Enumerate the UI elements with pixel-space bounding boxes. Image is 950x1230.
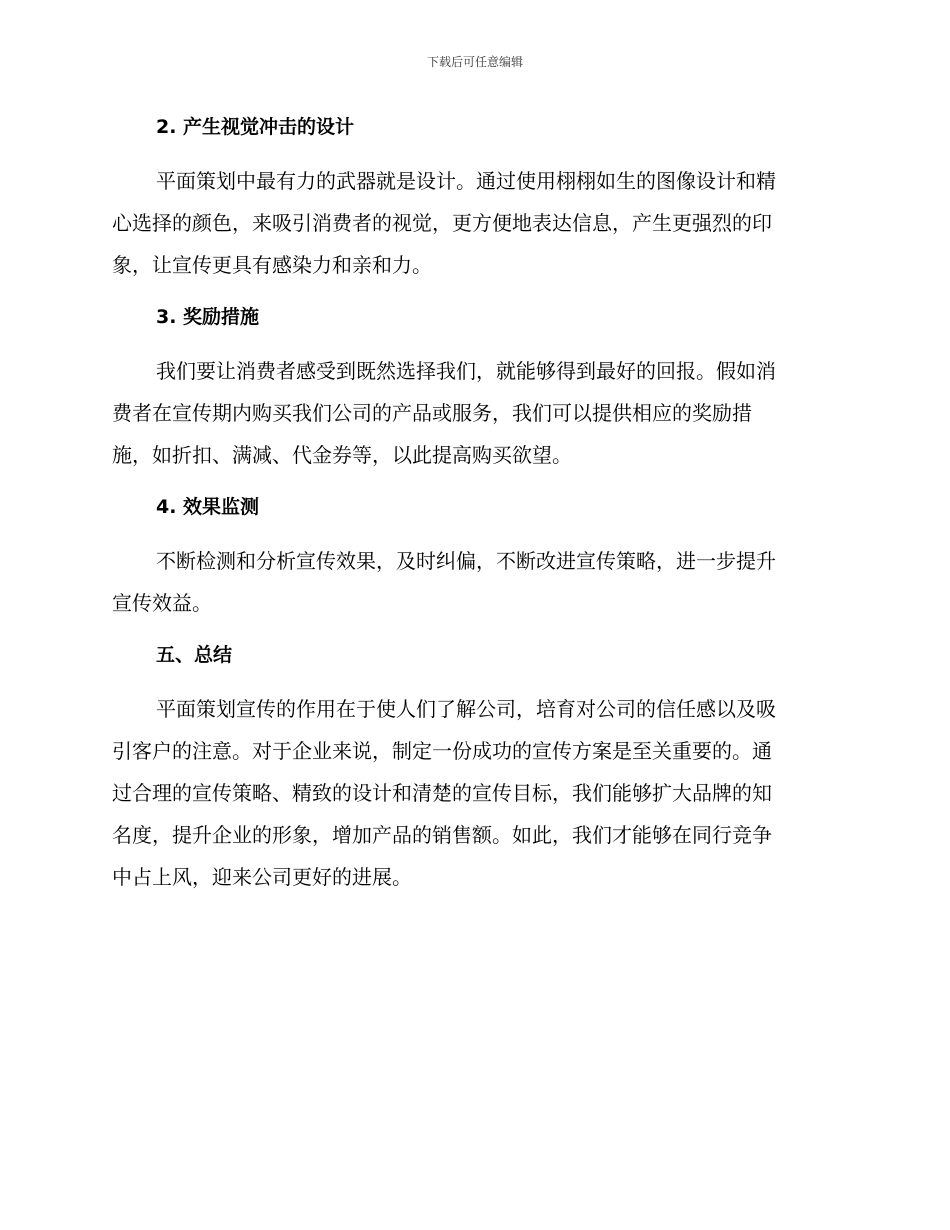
paragraph-line: 过合理的宣传策略、精致的设计和清楚的宣传目标，我们能够扩大品牌的知 [112, 781, 772, 805]
header-note: 下载后可任意编辑 [426, 55, 523, 69]
document-body [112, 108, 832, 898]
paragraph-rewards [112, 350, 832, 476]
paragraph-line: 心选择的颜色，来吸引消费者的视觉，更方便地表达信息，产生更强烈的印 [112, 211, 772, 235]
paragraph-line: 费者在宣传期内购买我们公司的产品或服务，我们可以提供相应的奖励措 [112, 401, 752, 425]
section-heading-monitoring: 4. 效果监测 [156, 496, 260, 518]
paragraph-line: 名度，提升企业的形象，增加产品的销售额。如此，我们才能够在同行竞争 [112, 823, 772, 847]
paragraph-line: 象，让宣传更具有感染力和亲和力。 [112, 253, 432, 277]
paragraph-line: 不断检测和分析宣传效果，及时纠偏，不断改进宣传策略，进一步提升 [156, 549, 776, 573]
paragraph-design [112, 160, 832, 286]
paragraph-line: 我们要让消费者感受到既然选择我们，就能够得到最好的回报。假如消 [156, 359, 776, 383]
section-heading-summary: 五、总结 [156, 644, 233, 666]
section-heading-design: 2. 产生视觉冲击的设计 [156, 116, 355, 138]
paragraph-line: 宣传效益。 [112, 591, 212, 615]
section-heading-rewards: 3. 奖励措施 [156, 306, 260, 328]
paragraph-monitoring [112, 540, 832, 624]
paragraph-summary [112, 688, 832, 898]
paragraph-line: 中占上风，迎来公司更好的进展。 [112, 865, 412, 889]
paragraph-line: 引客户的注意。对于企业来说，制定一份成功的宣传方案是至关重要的。通 [112, 739, 772, 763]
paragraph-line: 平面策划中最有力的武器就是设计。通过使用栩栩如生的图像设计和精 [156, 169, 776, 193]
paragraph-line: 平面策划宣传的作用在于使人们了解公司，培育对公司的信任感以及吸 [156, 697, 776, 721]
paragraph-line: 施，如折扣、满减、代金券等，以此提高购买欲望。 [112, 443, 572, 467]
